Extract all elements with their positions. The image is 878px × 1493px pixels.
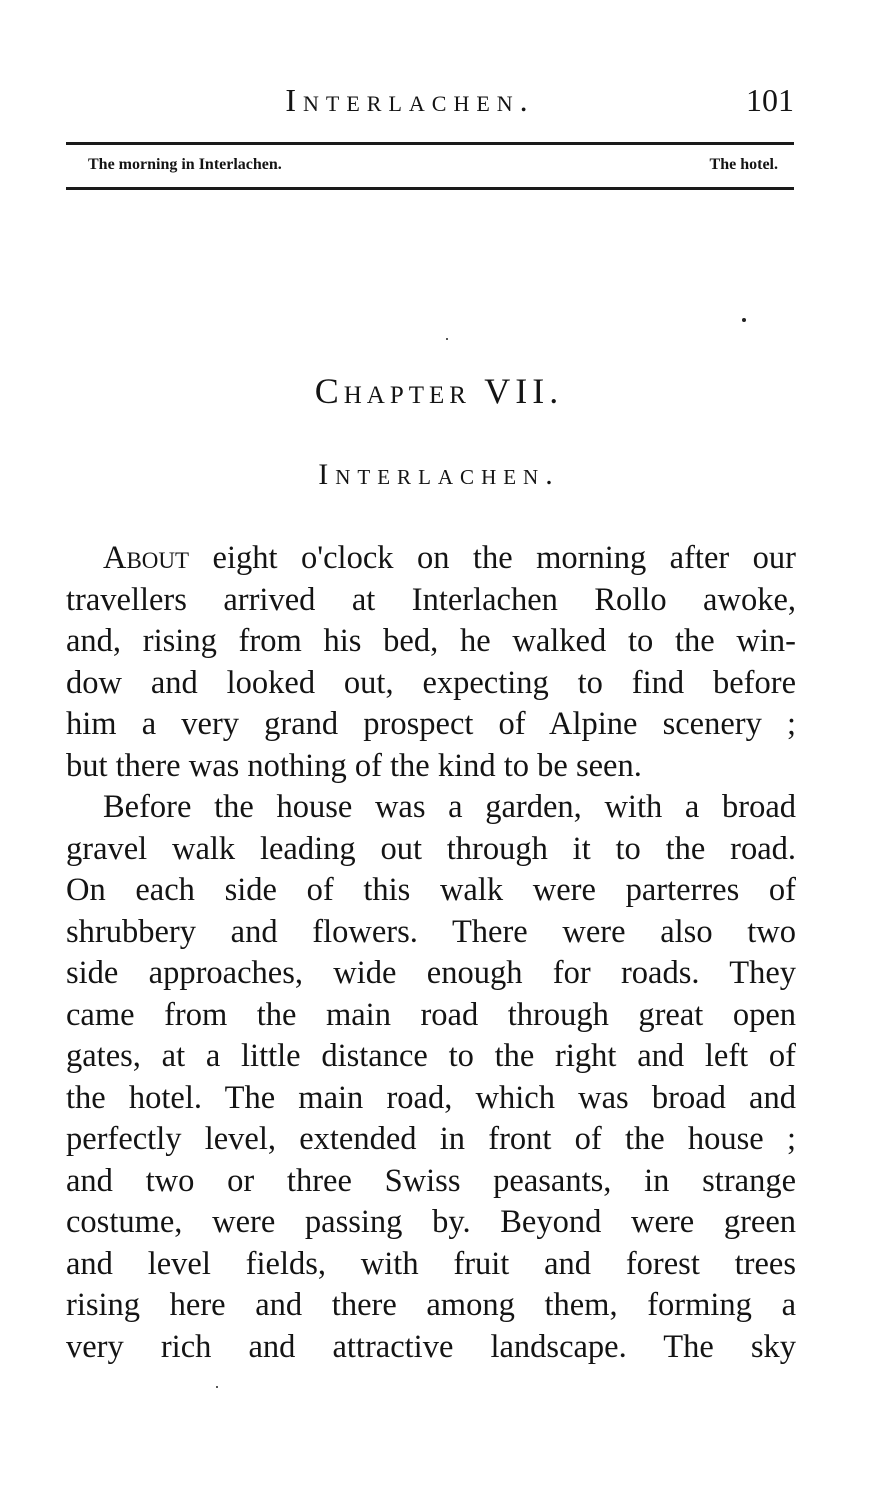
chapter-title: Interlachen.	[318, 458, 560, 491]
header-rule-top	[66, 142, 794, 145]
text-line: perfectly level, extended in front of the house ;	[66, 1121, 796, 1157]
text-line: came from the main road through great open	[66, 996, 796, 1033]
text-line: dow and looked out, expecting to find before	[66, 664, 796, 701]
text-line: travellers arrived at Interlachen Rollo awoke,	[66, 581, 796, 618]
subhead-left: The morning in Interlachen.	[88, 156, 282, 173]
print-speck	[446, 338, 448, 340]
text-line: On each side of this walk were parterres of	[66, 872, 796, 908]
page-number: 101	[746, 82, 794, 118]
text-line: rising here and there among them, forming a	[66, 1287, 796, 1323]
text-line: Before the house was a garden, with a broad	[103, 789, 796, 825]
text-line	[66, 538, 796, 580]
running-head	[66, 82, 794, 126]
chapter-number: Chapter VII.	[314, 371, 564, 411]
paragraph	[66, 787, 796, 1368]
text-line: and level fields, with fruit and forest trees	[66, 1245, 796, 1282]
header-rule-bottom	[66, 187, 794, 190]
text-line: gravel walk leading out through it to the road.	[66, 830, 796, 867]
text-line: but there was nothing of the kind to be seen.	[66, 747, 642, 784]
text-line: costume, were passing by. Beyond were green	[66, 1204, 796, 1240]
subhead-right: The hotel.	[709, 156, 778, 173]
text-line: and two or three Swiss peasants, in strange	[66, 1162, 796, 1199]
text-line: the hotel. The main road, which was broad and	[66, 1079, 796, 1116]
print-speck	[216, 1386, 218, 1388]
text-line: side approaches, wide enough for roads. They	[66, 955, 796, 991]
lead-word: About	[103, 540, 190, 576]
paragraph	[66, 538, 796, 787]
text-line: very rich and attractive landscape. The sky	[66, 1328, 796, 1365]
body-text	[66, 538, 796, 1368]
text-line: shrubbery and flowers. There were also two	[66, 913, 796, 950]
print-speck	[742, 318, 746, 322]
text-line: him a very grand prospect of Alpine scenery ;	[66, 706, 796, 742]
text-line: and, rising from his bed, he walked to the win-	[66, 623, 796, 659]
running-title: Interlachen.	[285, 82, 535, 118]
text-line-content: eight o'clock on the morning after our	[189, 540, 796, 576]
text-line: gates, at a little distance to the right and left of	[66, 1038, 796, 1074]
